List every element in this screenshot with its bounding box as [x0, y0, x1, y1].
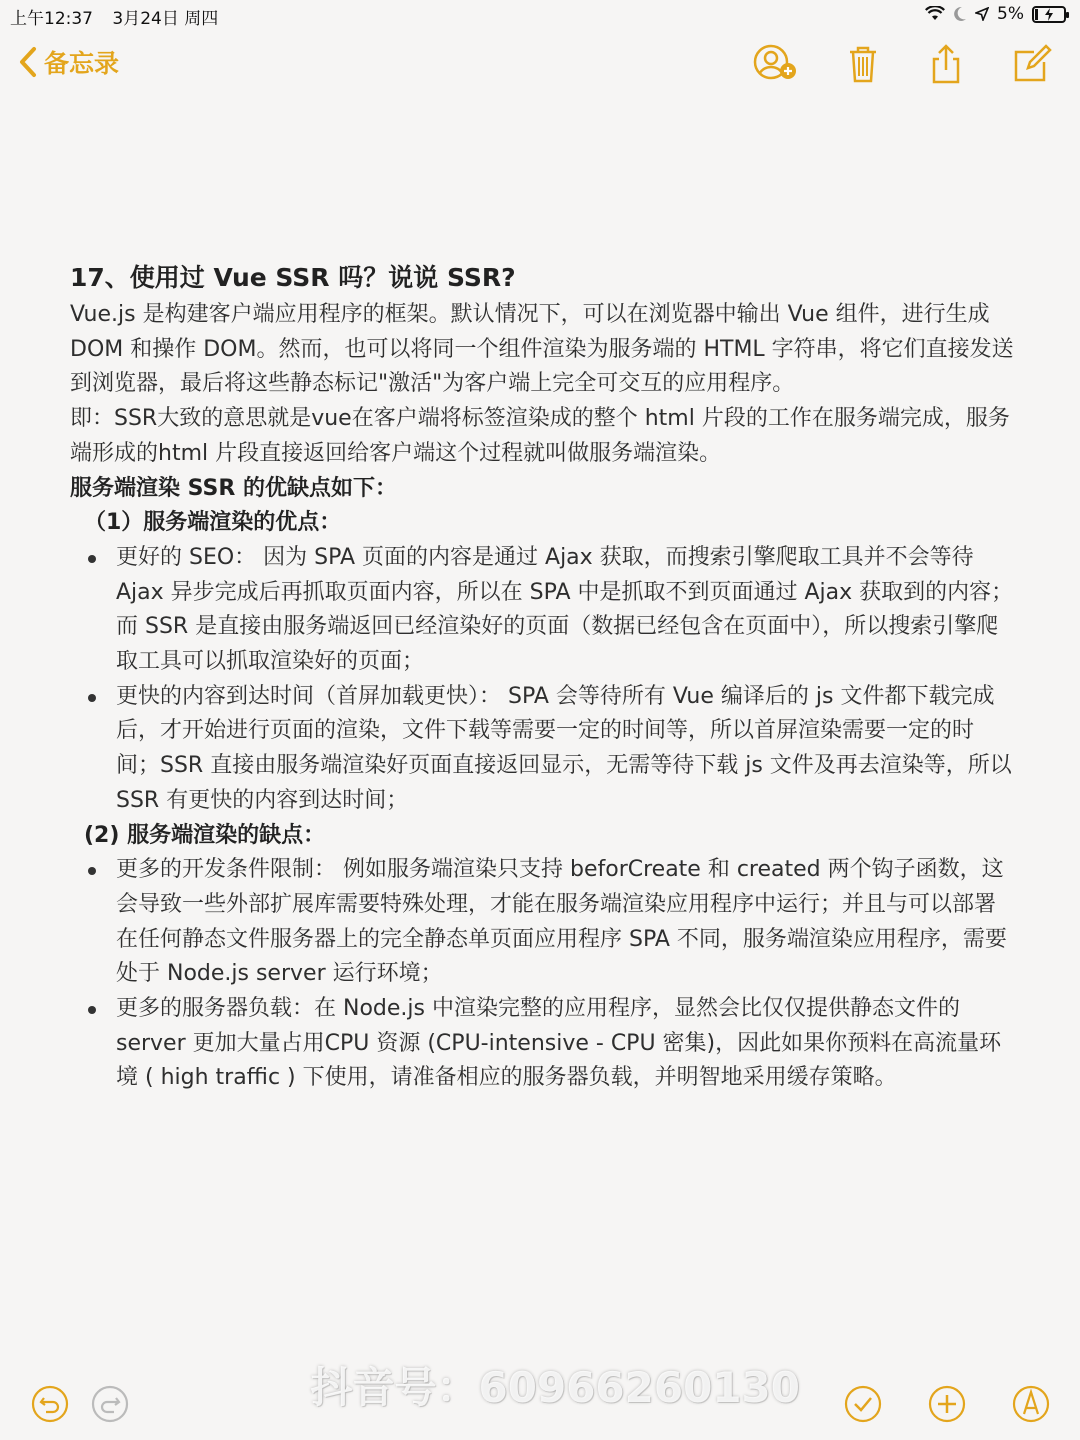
add-person-icon[interactable] — [752, 42, 796, 86]
share-icon[interactable] — [924, 42, 968, 86]
checklist-icon[interactable] — [843, 1384, 883, 1424]
note-title: 17、使用过 Vue SSR 吗？说说 SSR? — [70, 263, 516, 292]
status-left — [10, 4, 232, 29]
list-item: 更多的开发条件限制： 例如服务端渲染只支持 beforCreate 和 created 两个钩子函数，这会导致一些外部扩展库需要特殊处理，才能在服务端渲染应用程序中运行；并且与可以部署在任何静态文件服务器上的完全静态单页面应用程序 SPA 不同，服务端渲染应用程序，需要处于 Node.js server 运行环境； — [70, 853, 1015, 992]
status-date: 3月24日 周四 — [112, 9, 219, 29]
trash-icon[interactable] — [841, 42, 885, 86]
add-icon[interactable] — [927, 1384, 967, 1424]
note-body[interactable] — [70, 258, 1015, 1096]
battery-percent: 5% — [997, 4, 1024, 24]
nav-bar — [0, 40, 1080, 90]
list-item: 更快的内容到达时间（首屏加载更快）： SPA 会等待所有 Vue 编译后的 js 文件都下载完成后，才开始进行页面的渲染，文件下载等需要一定的时间等，所以首屏渲染需要一定的时间；SSR 直接由服务端渲染好页面直接返回显示，无需等待下载 js 文件及再去渲染等，所以 SSR 有更快的内容到达时间； — [70, 680, 1015, 819]
pros-list — [70, 541, 1015, 819]
chevron-left-icon — [18, 46, 38, 78]
location-icon — [975, 7, 989, 21]
undo-icon[interactable] — [30, 1384, 70, 1424]
list-item: 更多的服务器负载：在 Node.js 中渲染完整的应用程序，显然会比仅仅提供静态文件的 server 更加大量占用CPU 资源 (CPU-intensive - CPU 密集)，因此如果你预料在高流量环境 ( high traffic ) 下使用，请准备相应的服务器负载，并明智地采用缓存策略。 — [70, 992, 1015, 1096]
compose-icon[interactable] — [1010, 42, 1054, 86]
markup-icon[interactable] — [1011, 1384, 1051, 1424]
redo-icon[interactable] — [90, 1384, 130, 1424]
pros-heading: （1）服务端渲染的优点： — [84, 510, 342, 536]
back-button[interactable] — [18, 44, 119, 80]
moon-icon — [953, 6, 967, 22]
status-right — [925, 4, 1066, 24]
list-item: 更好的 SEO： 因为 SPA 页面的内容是通过 Ajax 获取，而搜索引擎爬取工具并不会等待 Ajax 异步完成后再抓取页面内容，所以在 SPA 中是抓取不到页面通过 Ajax 获取到的内容；而 SSR 是直接由服务端返回已经渲染好的页面（数据已经包含在页面中），所以搜索引擎爬取工具可以抓取渲染好的页面； — [70, 541, 1015, 680]
tiktok-logo-icon — [300, 1362, 301, 1408]
note-intro: Vue.js 是构建客户端应用程序的框架。默认情况下，可以在浏览器中输出 Vue 组件，进行生成 DOM 和操作 DOM。然而，也可以将同一个组件渲染为服务端的 HTML 字符串，将它们直接发送到浏览器，最后将这些静态标记"激活"为客户端上完全可交互的应用程序。 — [70, 302, 1014, 397]
wifi-icon — [925, 6, 945, 22]
cons-list — [70, 853, 1015, 1096]
back-label: 备忘录 — [44, 49, 120, 78]
watermark — [300, 1355, 800, 1415]
status-bar — [0, 0, 1080, 30]
note-summary: 即：SSR大致的意思就是vue在客户端将标签渲染成的整个 html 片段的工作在服务端完成，服务端形成的html 片段直接返回给客户端这个过程就叫做服务端渲染。 — [70, 406, 1010, 466]
watermark-text: 抖音号：60966260130 — [310, 1363, 800, 1412]
status-time: 上午12:37 — [10, 9, 93, 29]
battery-icon — [1032, 6, 1066, 23]
cons-heading: (2) 服务端渲染的缺点： — [84, 822, 326, 848]
pros-cons-heading: 服务端渲染 SSR 的优缺点如下： — [70, 475, 397, 501]
